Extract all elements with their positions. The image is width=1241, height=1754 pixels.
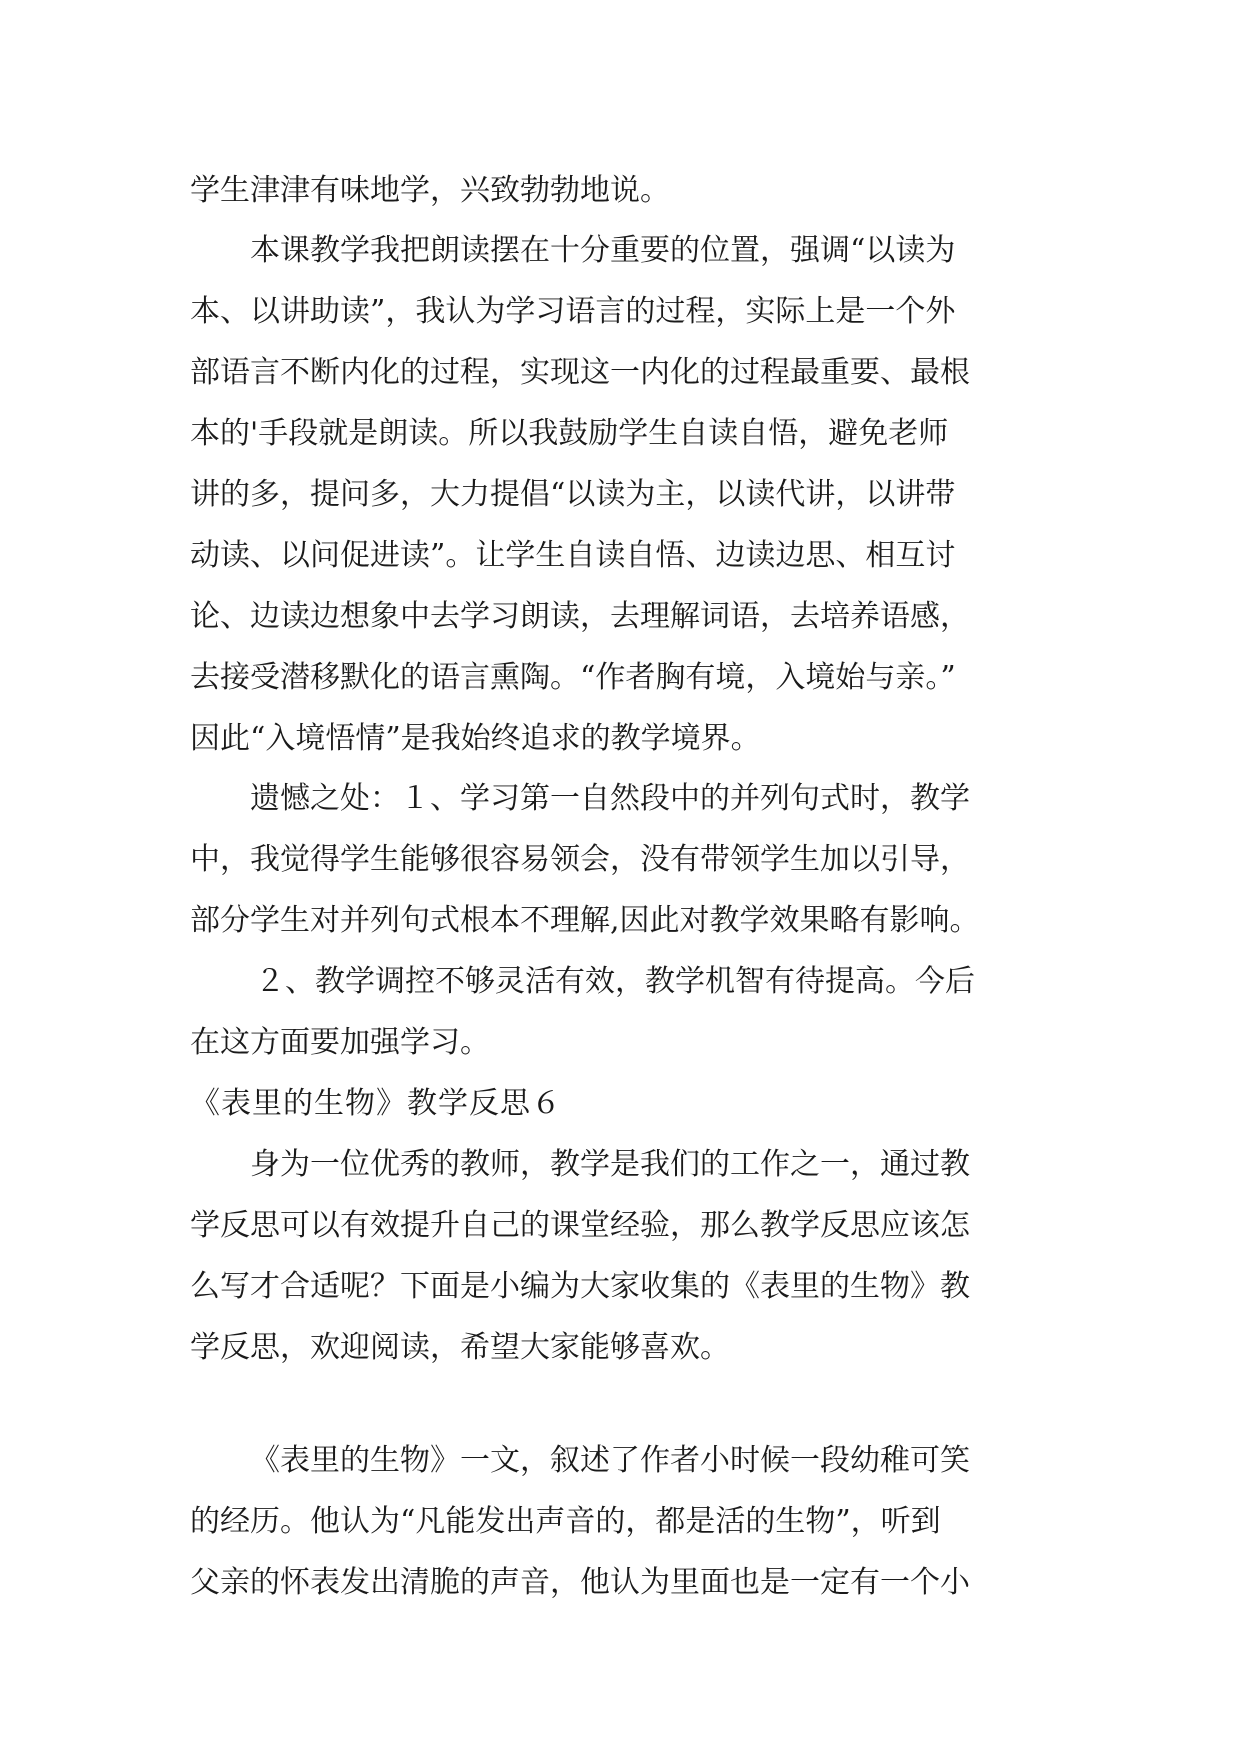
text-line: 本、以讲助读”，我认为学习语言的过程，实际上是一个外 <box>190 294 956 329</box>
text-line: 么写才合适呢？下面是小编为大家收集的《表里的生物》教 <box>190 1269 970 1304</box>
text-line: 中，我觉得学生能够很容易领会，没有带领学生加以引导， <box>190 842 970 877</box>
paragraph-first-line: 《表里的生物》一文，叙述了作者小时候一段幼稚可笑 <box>250 1443 970 1478</box>
section-title: 《表里的生物》教学反思６ <box>190 1086 562 1121</box>
paragraph-first-line: 本课教学我把朗读摆在十分重要的位置，强调“以读为 <box>250 233 956 268</box>
text-line: 论、边读边想象中去学习朗读，去理解词语，去培养语感， <box>190 599 970 634</box>
text-line: 部语言不断内化的过程，实现这一内化的过程最重要、最根 <box>190 355 970 390</box>
text-line: 部分学生对并列句式根本不理解,因此对教学效果略有影响。 <box>190 903 980 938</box>
paragraph-first-line: 身为一位优秀的教师，教学是我们的工作之一，通过教 <box>250 1147 970 1182</box>
text-line: 讲的多，提问多，大力提倡“以读为主，以读代讲，以讲带 <box>190 477 956 512</box>
text-line: 动读、以问促进读”。让学生自读自悟、边读边思、相互讨 <box>190 538 956 573</box>
text-line: 父亲的怀表发出清脆的声音，他认为里面也是一定有一个小 <box>190 1565 970 1600</box>
text-line: 学反思，欢迎阅读，希望大家能够喜欢。 <box>190 1330 730 1365</box>
text-line: 在这方面要加强学习。 <box>190 1025 490 1060</box>
text-line: 本的'手段就是朗读。所以我鼓励学生自读自悟，避免老师 <box>190 416 949 451</box>
text-line: 因此“入境悟情”是我始终追求的教学境界。 <box>190 721 761 756</box>
text-line: 去接受潜移默化的语言熏陶。“作者胸有境，入境始与亲。” <box>190 660 956 695</box>
paragraph-first-line: ２、教学调控不够灵活有效，教学机智有待提高。今后 <box>255 964 975 999</box>
paragraph-first-line: 遗憾之处：１、学习第一自然段中的并列句式时，教学 <box>250 781 970 816</box>
text-line: 学生津津有味地学，兴致勃勃地说。 <box>190 173 670 208</box>
text-line: 的经历。他认为“凡能发出声音的，都是活的生物”，听到 <box>190 1504 941 1539</box>
text-line: 学反思可以有效提升自己的课堂经验，那么教学反思应该怎 <box>190 1208 970 1243</box>
